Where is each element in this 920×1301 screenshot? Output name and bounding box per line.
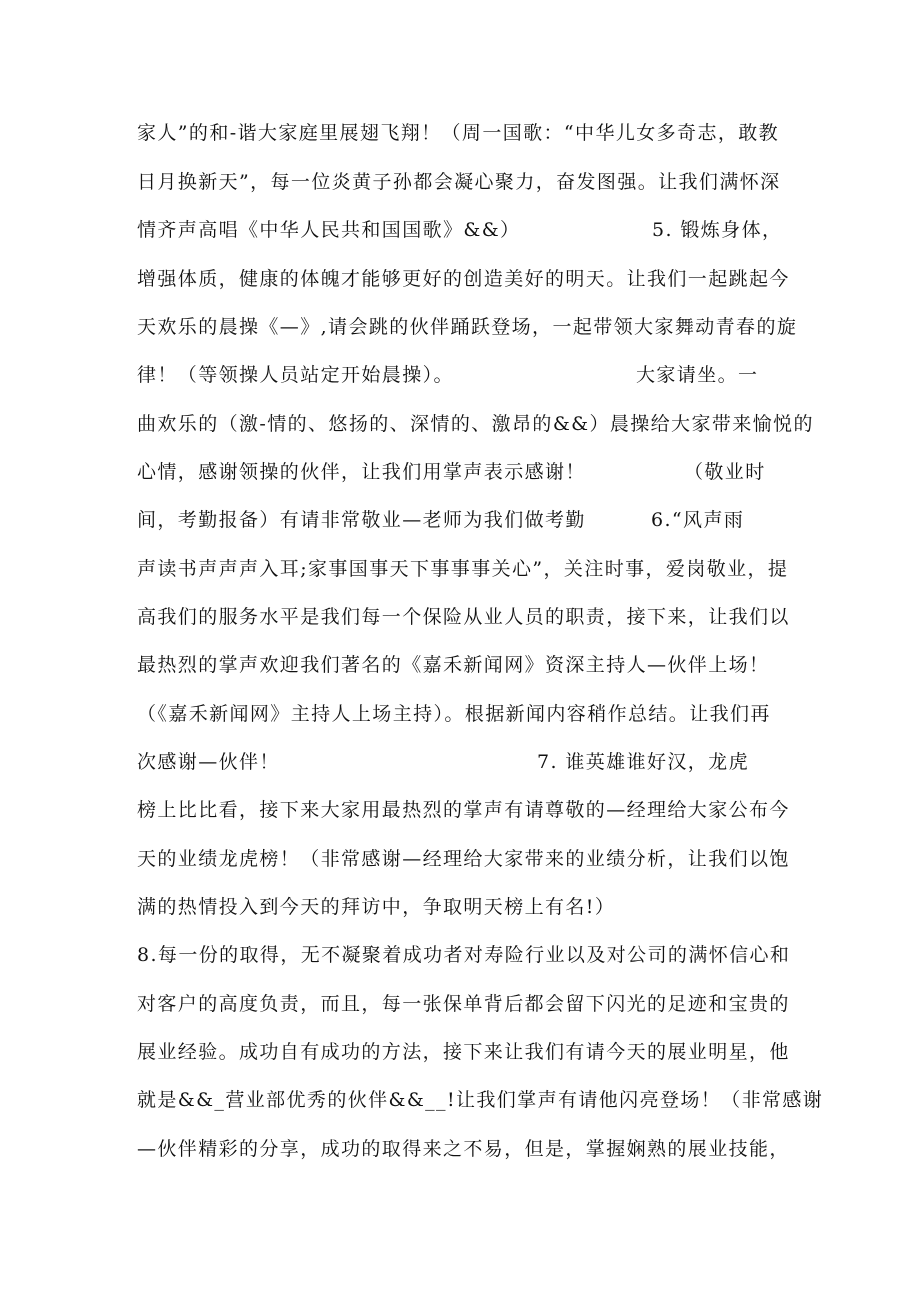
line-20-text: 展业经验。成功自有成功的方法，接下来让我们有请今天的展业明星，他 <box>137 1041 790 1063</box>
line-3-text: 情齐声高唱《中华人民共和国国歌》&&） <box>137 219 521 241</box>
line-15-text: 榜上比比看，接下来大家用最热烈的掌声有请尊敬的—经理给大家公布今 <box>137 799 790 821</box>
line-19-text: 对客户的高度负责，而且，每一张保单背后都会留下闪光的足迹和宝贵的 <box>137 993 790 1015</box>
line-22-text: —伙伴精彩的分享，成功的取得来之不易，但是，掌握娴熟的展业技能， <box>137 1138 790 1160</box>
text-line-2 <box>137 162 781 202</box>
text-line-3 <box>137 210 783 250</box>
line-12-text: 最热烈的掌声欢迎我们著名的《嘉禾新闻网》资深主持人—伙伴上场！ <box>137 654 770 676</box>
text-line-18 <box>137 935 790 975</box>
line-7-text: 曲欢乐的（激-情的、悠扬的、深情的、激昂的&&）晨操给大家带来愉悦的 <box>137 413 814 435</box>
text-line-8 <box>137 452 766 492</box>
line-13-text: （《嘉禾新闻网》主持人上场主持）。根据新闻内容稍作总结。让我们再 <box>137 703 771 725</box>
side-note-1: 5. 锻炼身体， <box>652 219 783 241</box>
side-note-5: 7. 谁英雄谁好汉，龙虎 <box>537 751 749 773</box>
side-note-4: 6.“风声雨 <box>651 509 745 531</box>
line-18-text: 8.每一份的取得，无不凝聚着成功者对寿险行业以及对公司的满怀信心和 <box>137 944 791 966</box>
line-1-text: 家人”的和-谐大家庭里展翅飞翔！（周一国歌：“中华儿女多奇志，敢教 <box>137 122 780 144</box>
line-5-text: 天欢乐的晨操《—》,请会跳的伙伴踊跃登场，一起带领大家舞动青春的旋 <box>137 316 798 338</box>
text-line-21 <box>137 1080 823 1120</box>
line-10-text: 声读书声声声入耳;家事国事天下事事事关心”，关注时事，爱岗敬业，提 <box>137 558 789 580</box>
line-21-text: 就是&&_营业部优秀的伙伴&&__!让我们掌声有请他闪亮登场！（非常感谢 <box>137 1089 824 1111</box>
text-line-12 <box>137 645 769 685</box>
text-line-10 <box>137 549 788 589</box>
side-note-3: （敬业时 <box>684 461 766 483</box>
text-line-16 <box>137 839 790 879</box>
line-16-text: 天的业绩龙虎榜！（非常感谢—经理给大家带来的业绩分析，让我们以饱 <box>137 848 790 870</box>
text-line-19 <box>137 984 790 1024</box>
text-line-13 <box>137 694 771 734</box>
text-line-11 <box>137 597 790 637</box>
text-line-20 <box>137 1032 790 1072</box>
side-note-2: 大家请坐。一 <box>636 364 759 386</box>
text-line-14 <box>137 742 749 782</box>
text-line-17 <box>137 887 615 927</box>
line-6-text: 律！（等领操人员站定开始晨操）。 <box>137 364 454 386</box>
text-line-4 <box>137 259 790 299</box>
text-line-22 <box>137 1129 790 1169</box>
line-4-text: 增强体质，健康的体魄才能够更好的创造美好的明天。让我们一起跳起今 <box>137 268 790 290</box>
text-line-15 <box>137 790 790 830</box>
line-9-text: 间，考勤报备）有请非常敬业—老师为我们做考勤 <box>137 509 586 531</box>
line-8-text: 心情，感谢领操的伙伴，让我们用掌声表示感谢！ <box>137 461 586 483</box>
text-line-1 <box>137 113 779 153</box>
text-line-9 <box>137 500 745 540</box>
line-11-text: 高我们的服务水平是我们每一个保险从业人员的职责，接下来，让我们以 <box>137 606 790 628</box>
line-17-text: 满的热情投入到今天的拜访中，争取明天榜上有名!） <box>137 896 616 918</box>
line-2-text: 日月换新天”，每一位炎黄子孙都会凝心聚力，奋发图强。让我们满怀深 <box>137 171 781 193</box>
text-line-7 <box>137 404 814 444</box>
text-line-6 <box>137 355 759 395</box>
text-line-5 <box>137 307 797 347</box>
line-14-text: 次感谢—伙伴！ <box>137 751 280 773</box>
